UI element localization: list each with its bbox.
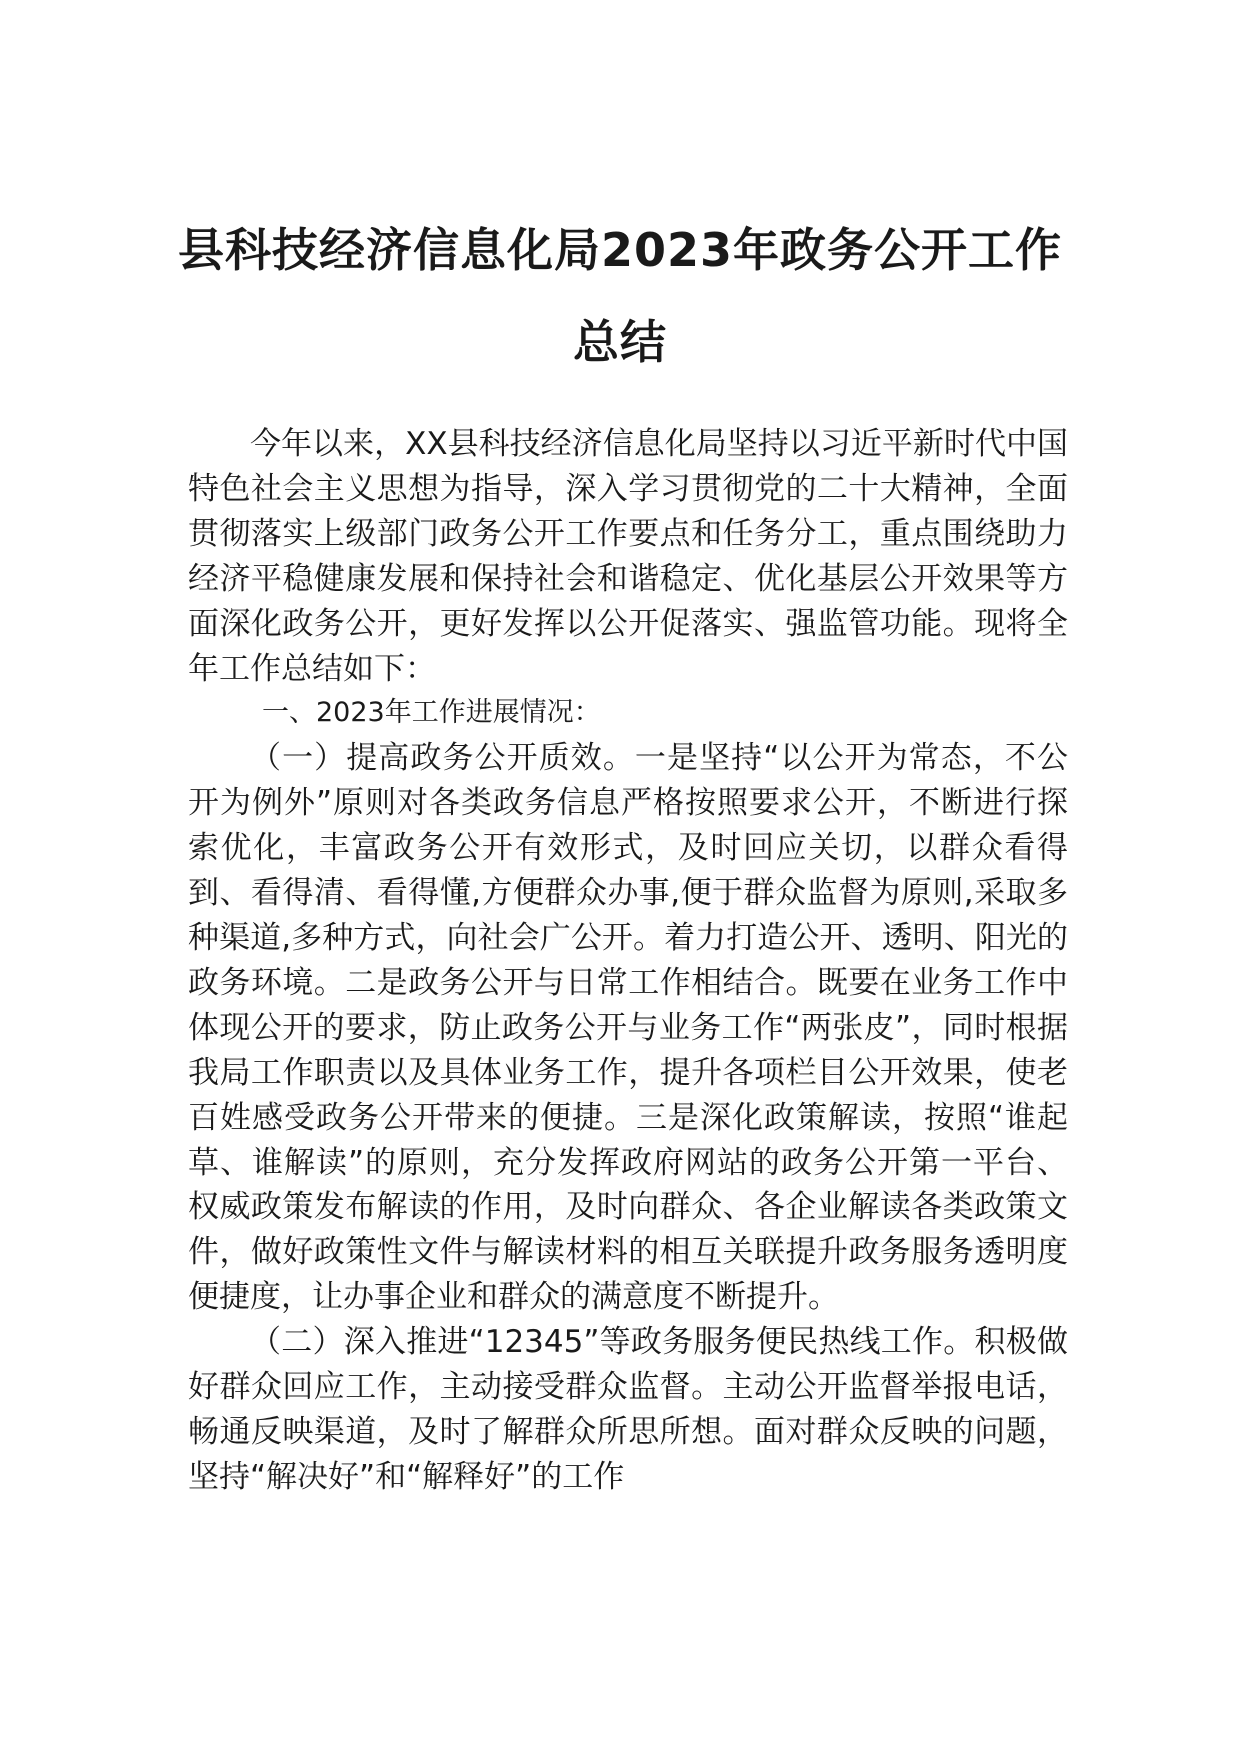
document-title-line-2: 总结 [573, 315, 667, 369]
section-heading: 一、2023年工作进展情况： [262, 697, 601, 729]
section-paragraph-2: （二）深入推进“12345”等政务服务便民热线工作。积极做好群众回应工作，主动接受群众监督。主动公开监督举报电话，畅通反映渠道，及时了解群众所思所想。面对群众反映的问题，坚持“解决好”和“解释好”的工作 [188, 1324, 1068, 1495]
section-paragraph-1: （一）提高政务公开质效。一是坚持“以公开为常态，不公开为例外”原则对各类政务信息严格按照要求公开，不断进行探索优化，丰富政务公开有效形式，及时回应关切，以群众看得到、看得清、看得懂,方便群众办事,便于群众监督为原则,采取多种渠道,多种方式，向社会广公开。着力打造公开、透明、阳光的政务环境。二是政务公开与日常工作相结合。既要在业务工作中体现公开的要求，防止政务公开与业务工作“两张皮”，同时根据我局工作职责以及具体业务工作，提升各项栏目公开效果，使老百姓感受政务公开带来的便捷。三是深化政策解读，按照“谁起草、谁解读”的原则，充分发挥政府网站的政务公开第一平台、权威政策发布解读的作用，及时向群众、各企业解读各类政策文件，做好政策性文件与解读材料的相互关联提升政务服务透明度便捷度，让办事企业和群众的满意度不断提升。 [188, 740, 1068, 1316]
document-body [188, 422, 1068, 1500]
document-title-line-1: 县科技经济信息化局2023年政务公开工作 [177, 223, 1063, 277]
intro-paragraph: 今年以来，XX县科技经济信息化局坚持以习近平新时代中国特色社会主义思想为指导，深入学习贯彻党的二十大精神，全面贯彻落实上级部门政务公开工作要点和任务分工，重点围绕助力经济平稳健康发展和保持社会和谐稳定、优化基层公开效果等方面深化政务公开，更好发挥以公开促落实、强监管功能。现将全年工作总结如下： [188, 426, 1068, 687]
